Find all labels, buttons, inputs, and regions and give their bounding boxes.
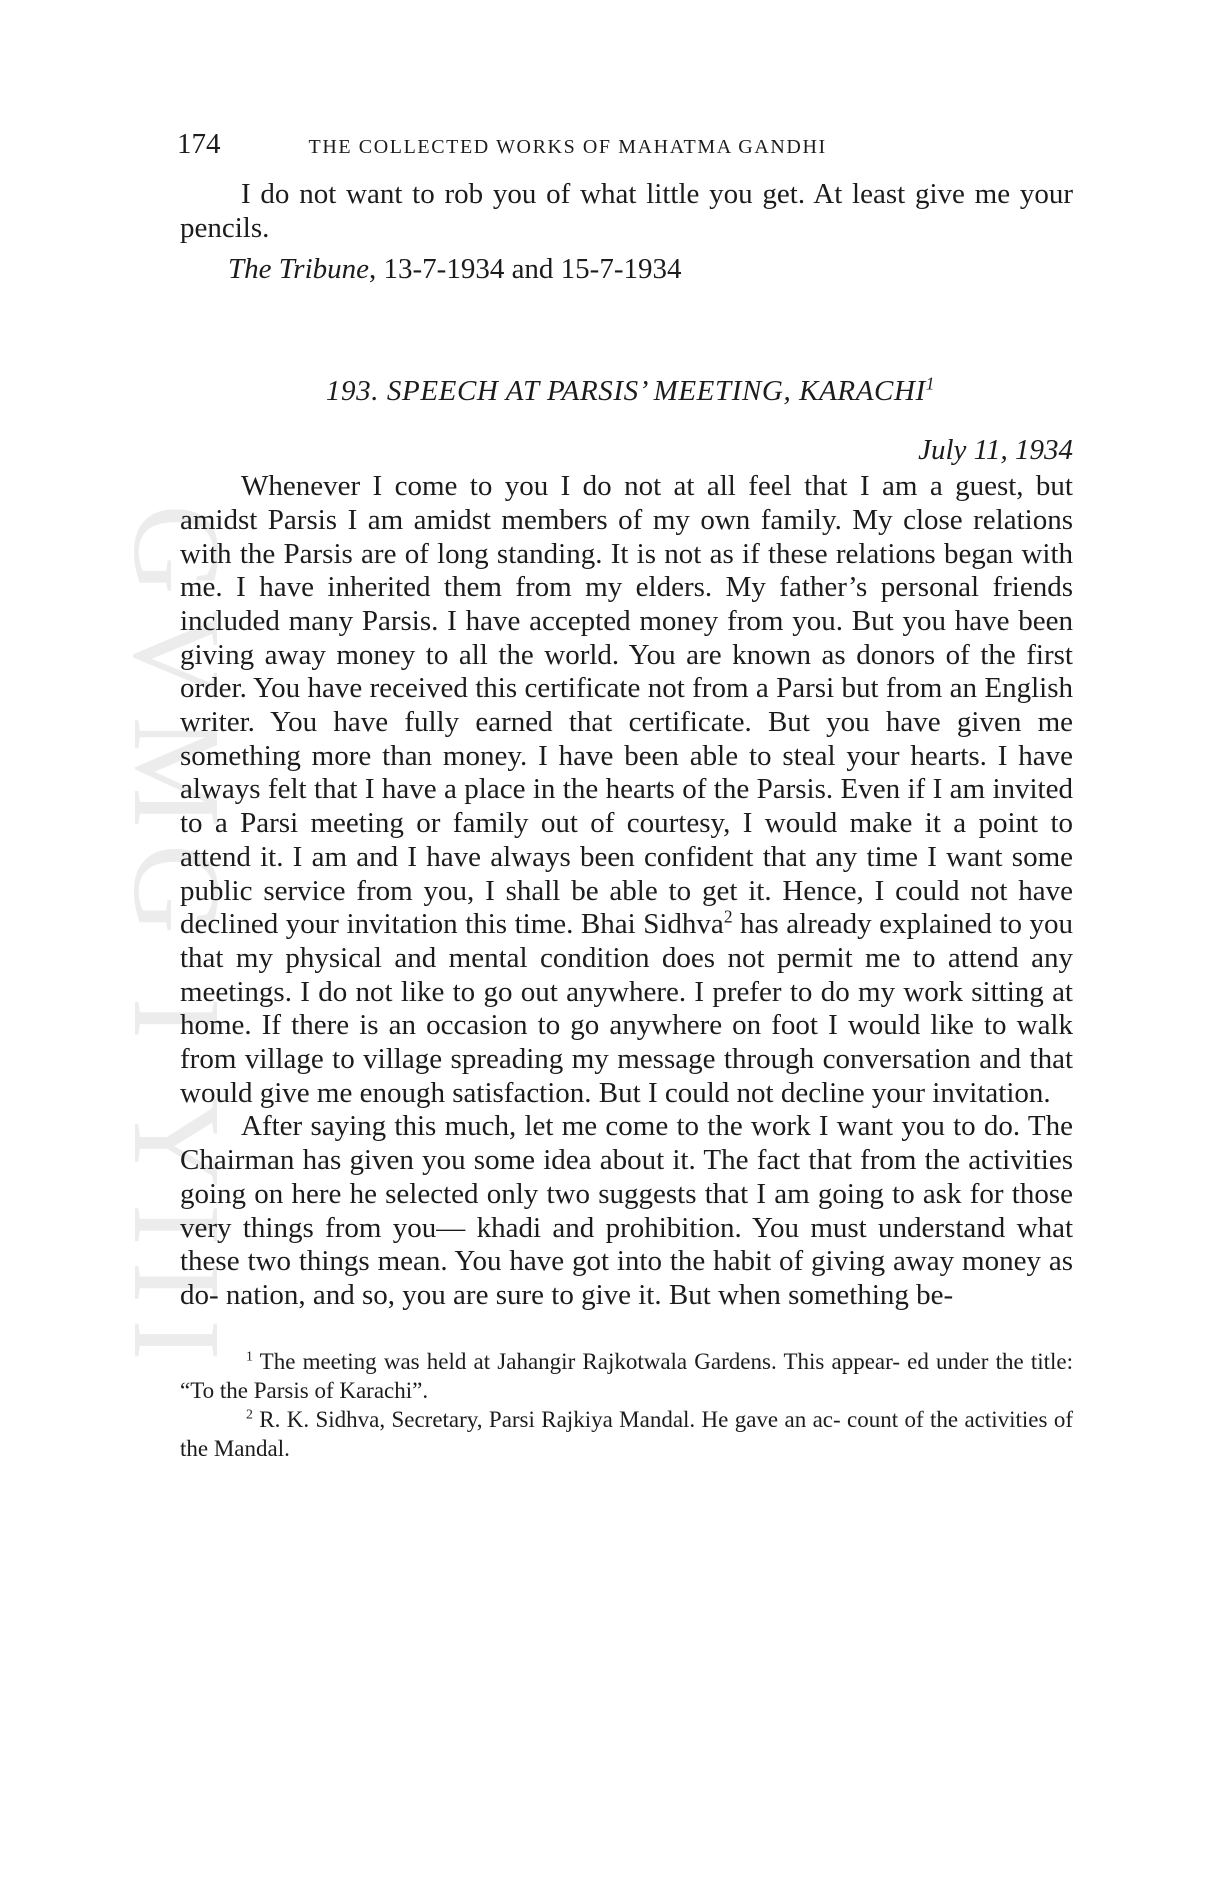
footnote-2-marker: 2: [246, 1406, 253, 1422]
body-paragraph-1-part-2: has already explained to you that my physical and mental condition does not permit me to attend any meetings. I do not like to go out anywhere. I prefer to do my work sitting at home. If there is an occasion to go anywhere on foot I would like to walk from village to village spreading my message through conversation and that would give me enough satisfaction. But I could not decline your invitation.: [180, 908, 1073, 1109]
footnote-1-marker: 1: [246, 1348, 253, 1364]
footnote-1: [180, 1347, 1073, 1405]
source-publication: The Tribune: [228, 253, 369, 286]
source-citation: [180, 253, 1073, 287]
source-dates: , 13-7-1934 and 15-7-1934: [369, 253, 682, 286]
watermark-text: GVMG I YIII: [106, 503, 245, 1377]
body-paragraph-1-part-1: Whenever I come to you I do not at all feel that I am a guest, but amidst Parsis I am amidst members of my own family. My close relations with the Parsis are of long standing. It is not as if these relations began with me. I have inherited them from my elders. My father’s personal friends included many Parsis. I have accepted money from you. But you have been giving away money to all the world. You are known as donors of the first order. You have received this certificate not from a Parsi but from an English writer. You have fully earned that certificate. But you have given me something more than money. I have been able to steal your hearts. I have always felt that I have a place in the hearts of the Parsis. Even if I am invited to a Parsi meeting or family out of courtesy, I would make it a point to attend it. I am and I have always been confident that any time I want some public service from you, I shall be able to get it. Hence, I could not have declined your invitation this time. Bhai Sidhva: [180, 470, 1073, 941]
page-content: [180, 178, 1073, 1463]
running-head: THE COLLECTED WORKS OF MAHATMA GANDHI: [308, 136, 827, 158]
footnote-1-text: The meeting was held at Jahangir Rajkotwala Gardens. This appear- ed under the title: “To the Parsis of Karachi”.: [180, 1348, 1073, 1403]
paragraph-footnote-ref: 2: [723, 906, 733, 927]
continuation-paragraph: I do not want to rob you of what little you get. At least give me your pencils.: [180, 178, 1073, 244]
article-title-text: 193. SPEECH AT PARSIS’ MEETING, KARACHI: [325, 375, 926, 408]
footnotes: [180, 1347, 1073, 1463]
page-header: [177, 128, 827, 161]
article-date: July 11, 1934: [918, 434, 1073, 467]
article-title: [180, 375, 1073, 408]
page-number: 174: [177, 128, 221, 160]
body-paragraph-1: [180, 470, 1073, 1110]
footnote-2: [180, 1405, 1073, 1463]
body-paragraph-2: After saying this much, let me come to the work I want you to do. The Chairman has given you some idea about it. The fact that from the activities going on here he selected only two suggests that I am going to ask for those very things from you— khadi and prohibition. You must understand what these two things mean. You have got into the habit of giving away money as do- nation, and so, you are sure to give it. But when something be-: [180, 1110, 1073, 1311]
footnote-2-text: R. K. Sidhva, Secretary, Parsi Rajkiya Mandal. He gave an ac- count of the activities of the Mandal.: [180, 1406, 1073, 1461]
title-footnote-ref: 1: [925, 373, 936, 394]
